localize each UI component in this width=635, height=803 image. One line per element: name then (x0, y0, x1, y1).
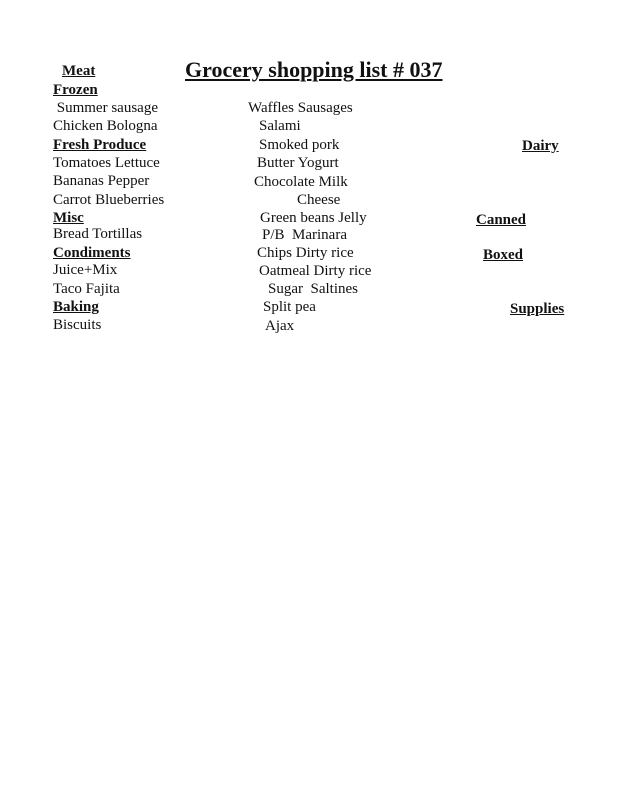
category-heading-baking: Baking (53, 299, 99, 315)
list-item: Bread Tortillas (53, 226, 143, 242)
list-item: Green beans Jelly (260, 210, 367, 226)
category-heading-misc: Misc (53, 210, 84, 226)
list-item: Chicken Bologna (53, 118, 158, 134)
category-heading-fresh-produce: Fresh Produce (53, 137, 147, 153)
list-item: Biscuits (53, 317, 102, 333)
list-item: Ajax (265, 318, 295, 334)
list-item: Taco Fajita (53, 281, 120, 297)
list-item: Carrot Blueberries (53, 192, 165, 208)
list-item: Chocolate Milk (254, 174, 348, 190)
category-heading-meat: Meat (62, 63, 96, 79)
list-item: Chips Dirty rice (257, 245, 354, 261)
list-item: Juice+Mix (53, 262, 118, 278)
page-title: Grocery shopping list # 037 (185, 57, 443, 82)
category-heading-condiments: Condiments (53, 245, 131, 261)
list-item: Salami (259, 118, 301, 134)
list-item: Tomatoes Lettuce (53, 155, 160, 171)
list-item: Bananas Pepper (53, 173, 150, 189)
category-heading-dairy: Dairy (522, 138, 559, 154)
list-item: Cheese (297, 192, 341, 208)
list-item: Oatmeal Dirty rice (259, 263, 372, 279)
list-item: P/B Marinara (262, 227, 347, 243)
list-item: Smoked pork (259, 137, 340, 153)
category-heading-canned: Canned (476, 212, 527, 228)
category-heading-frozen: Frozen (53, 82, 98, 98)
list-item: Butter Yogurt (257, 155, 339, 171)
list-item: Sugar Saltines (268, 281, 358, 297)
list-item: Waffles Sausages (248, 100, 353, 116)
category-heading-supplies: Supplies (510, 301, 565, 317)
category-heading-boxed: Boxed (483, 247, 524, 263)
list-item: Split pea (263, 299, 316, 315)
list-item: Summer sausage (53, 100, 158, 116)
